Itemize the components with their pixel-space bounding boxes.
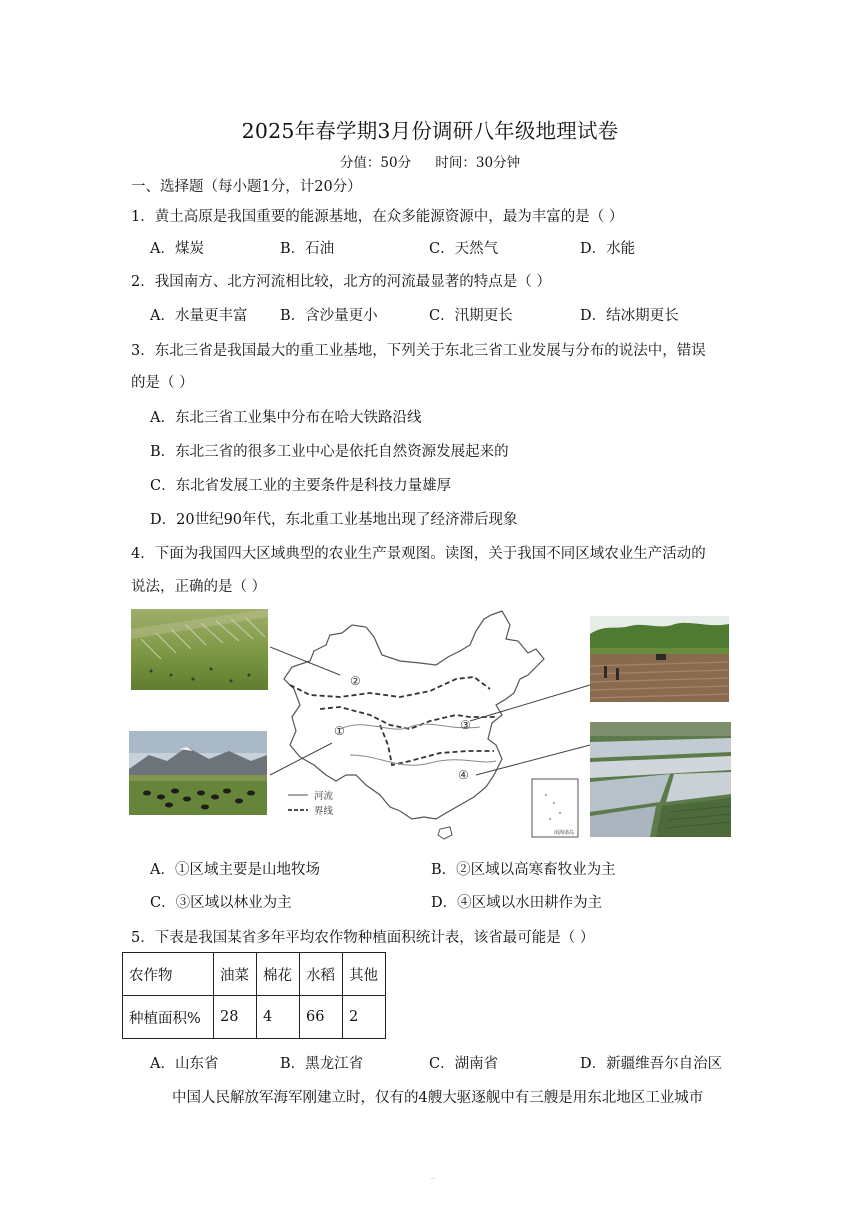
question-1-option-d: D．水能 [580,241,636,257]
page-title: 2025年春学期3月份调研八年级地理试卷 [241,119,619,143]
region-2-label: ② [350,674,361,688]
question-3-stem-line1: 3．东北三省是我国最大的重工业基地，下列关于东北三省工业发展与分布的说法中，错误 [131,343,706,359]
exam-meta [0,151,860,171]
reading-passage: 中国人民解放军海军刚建立时，仅有的4艘大驱逐舰中有三艘是用东北地区工业城市 [172,1090,704,1106]
question-2-option-a: A．水量更丰富 [150,308,248,324]
question-4-stem-line1: 4．下面为我国四大区域典型的农业生产景观图。读图，关于我国不同区域农业生产活动的 [131,546,706,562]
region-1-label: ① [334,724,345,738]
plateau-yak-pasture-photo [129,731,267,815]
table-cell: 油菜 [214,953,257,996]
question-4-option-a: A．①区域主要是山地牧场 [150,862,320,878]
question-2-option-c: C．汛期更长 [429,308,513,324]
question-5-option-a: A．山东省 [150,1056,219,1072]
crop-area-table [122,952,386,1039]
question-5-option-d: D．新疆维吾尔自治区 [580,1056,723,1072]
question-5-option-c: C．湖南省 [429,1056,499,1072]
south-sea-inset-label: 南海诸岛 [554,830,575,836]
question-5-stem: 5．下表是我国某省多年平均农作物种植面积统计表，该省最可能是（ ） [131,930,595,946]
question-1-stem: 1．黄土高原是我国重要的能源基地，在众多能源资源中，最为丰富的是（ ） [131,209,624,225]
table-cell: 2 [343,996,386,1039]
question-2-stem: 2．我国南方、北方河流相比较，北方的河流最显著的特点是（ ） [131,274,551,290]
table-cell: 农作物 [123,953,214,996]
question-1-option-c: C．天然气 [429,241,499,257]
legend-boundary-label: 界线 [314,806,334,817]
table-row [123,996,386,1039]
legend-river-label: 河流 [314,791,334,802]
score-label: 分值：50分 [339,155,412,171]
question-3-option-a: A．东北三省工业集中分布在哈大铁路沿线 [150,410,422,426]
table-cell: 棉花 [257,953,300,996]
question-3-option-d: D．20世纪90年代，东北重工业基地出现了经济滞后现象 [150,512,518,528]
question-3-stem-line2: 的是（ ） [131,375,194,391]
table-cell: 水稻 [300,953,343,996]
china-region-map [270,605,592,845]
region-4-label: ④ [458,768,469,782]
question-4-option-d: D．④区域以水田耕作为主 [431,895,603,911]
question-5-option-b: B．黑龙江省 [280,1056,364,1072]
table-cell: 其他 [343,953,386,996]
grassland-hills-photo [131,609,268,690]
region-3-label: ③ [460,718,471,732]
time-label: 时间：30分钟 [435,155,521,171]
question-3-option-b: B．东北三省的很多工业中心是依托自然资源发展起来的 [150,444,509,460]
table-cell: 种植面积% [123,996,214,1039]
footer-mark [431,1178,435,1179]
plowed-farmland-photo [590,616,729,702]
paddy-field-photo [590,722,731,837]
section-heading: 一、选择题（每小题1分，计20分） [131,179,362,195]
question-2-option-b: B．含沙量更小 [280,308,378,324]
table-cell: 66 [300,996,343,1039]
question-1-option-a: A．煤炭 [150,241,204,257]
table-cell: 4 [257,996,300,1039]
question-4-option-b: B．②区域以高寒畜牧业为主 [431,862,616,878]
table-cell: 28 [214,996,257,1039]
table-header-row [123,953,386,996]
question-2-option-d: D．结冰期更长 [580,308,679,324]
question-3-option-c: C．东北省发展工业的主要条件是科技力量雄厚 [150,478,452,494]
question-4-stem-line2: 说法，正确的是（ ） [131,579,267,595]
question-4-option-c: C．③区域以林业为主 [150,895,292,911]
question-1-option-b: B．石油 [280,241,335,257]
